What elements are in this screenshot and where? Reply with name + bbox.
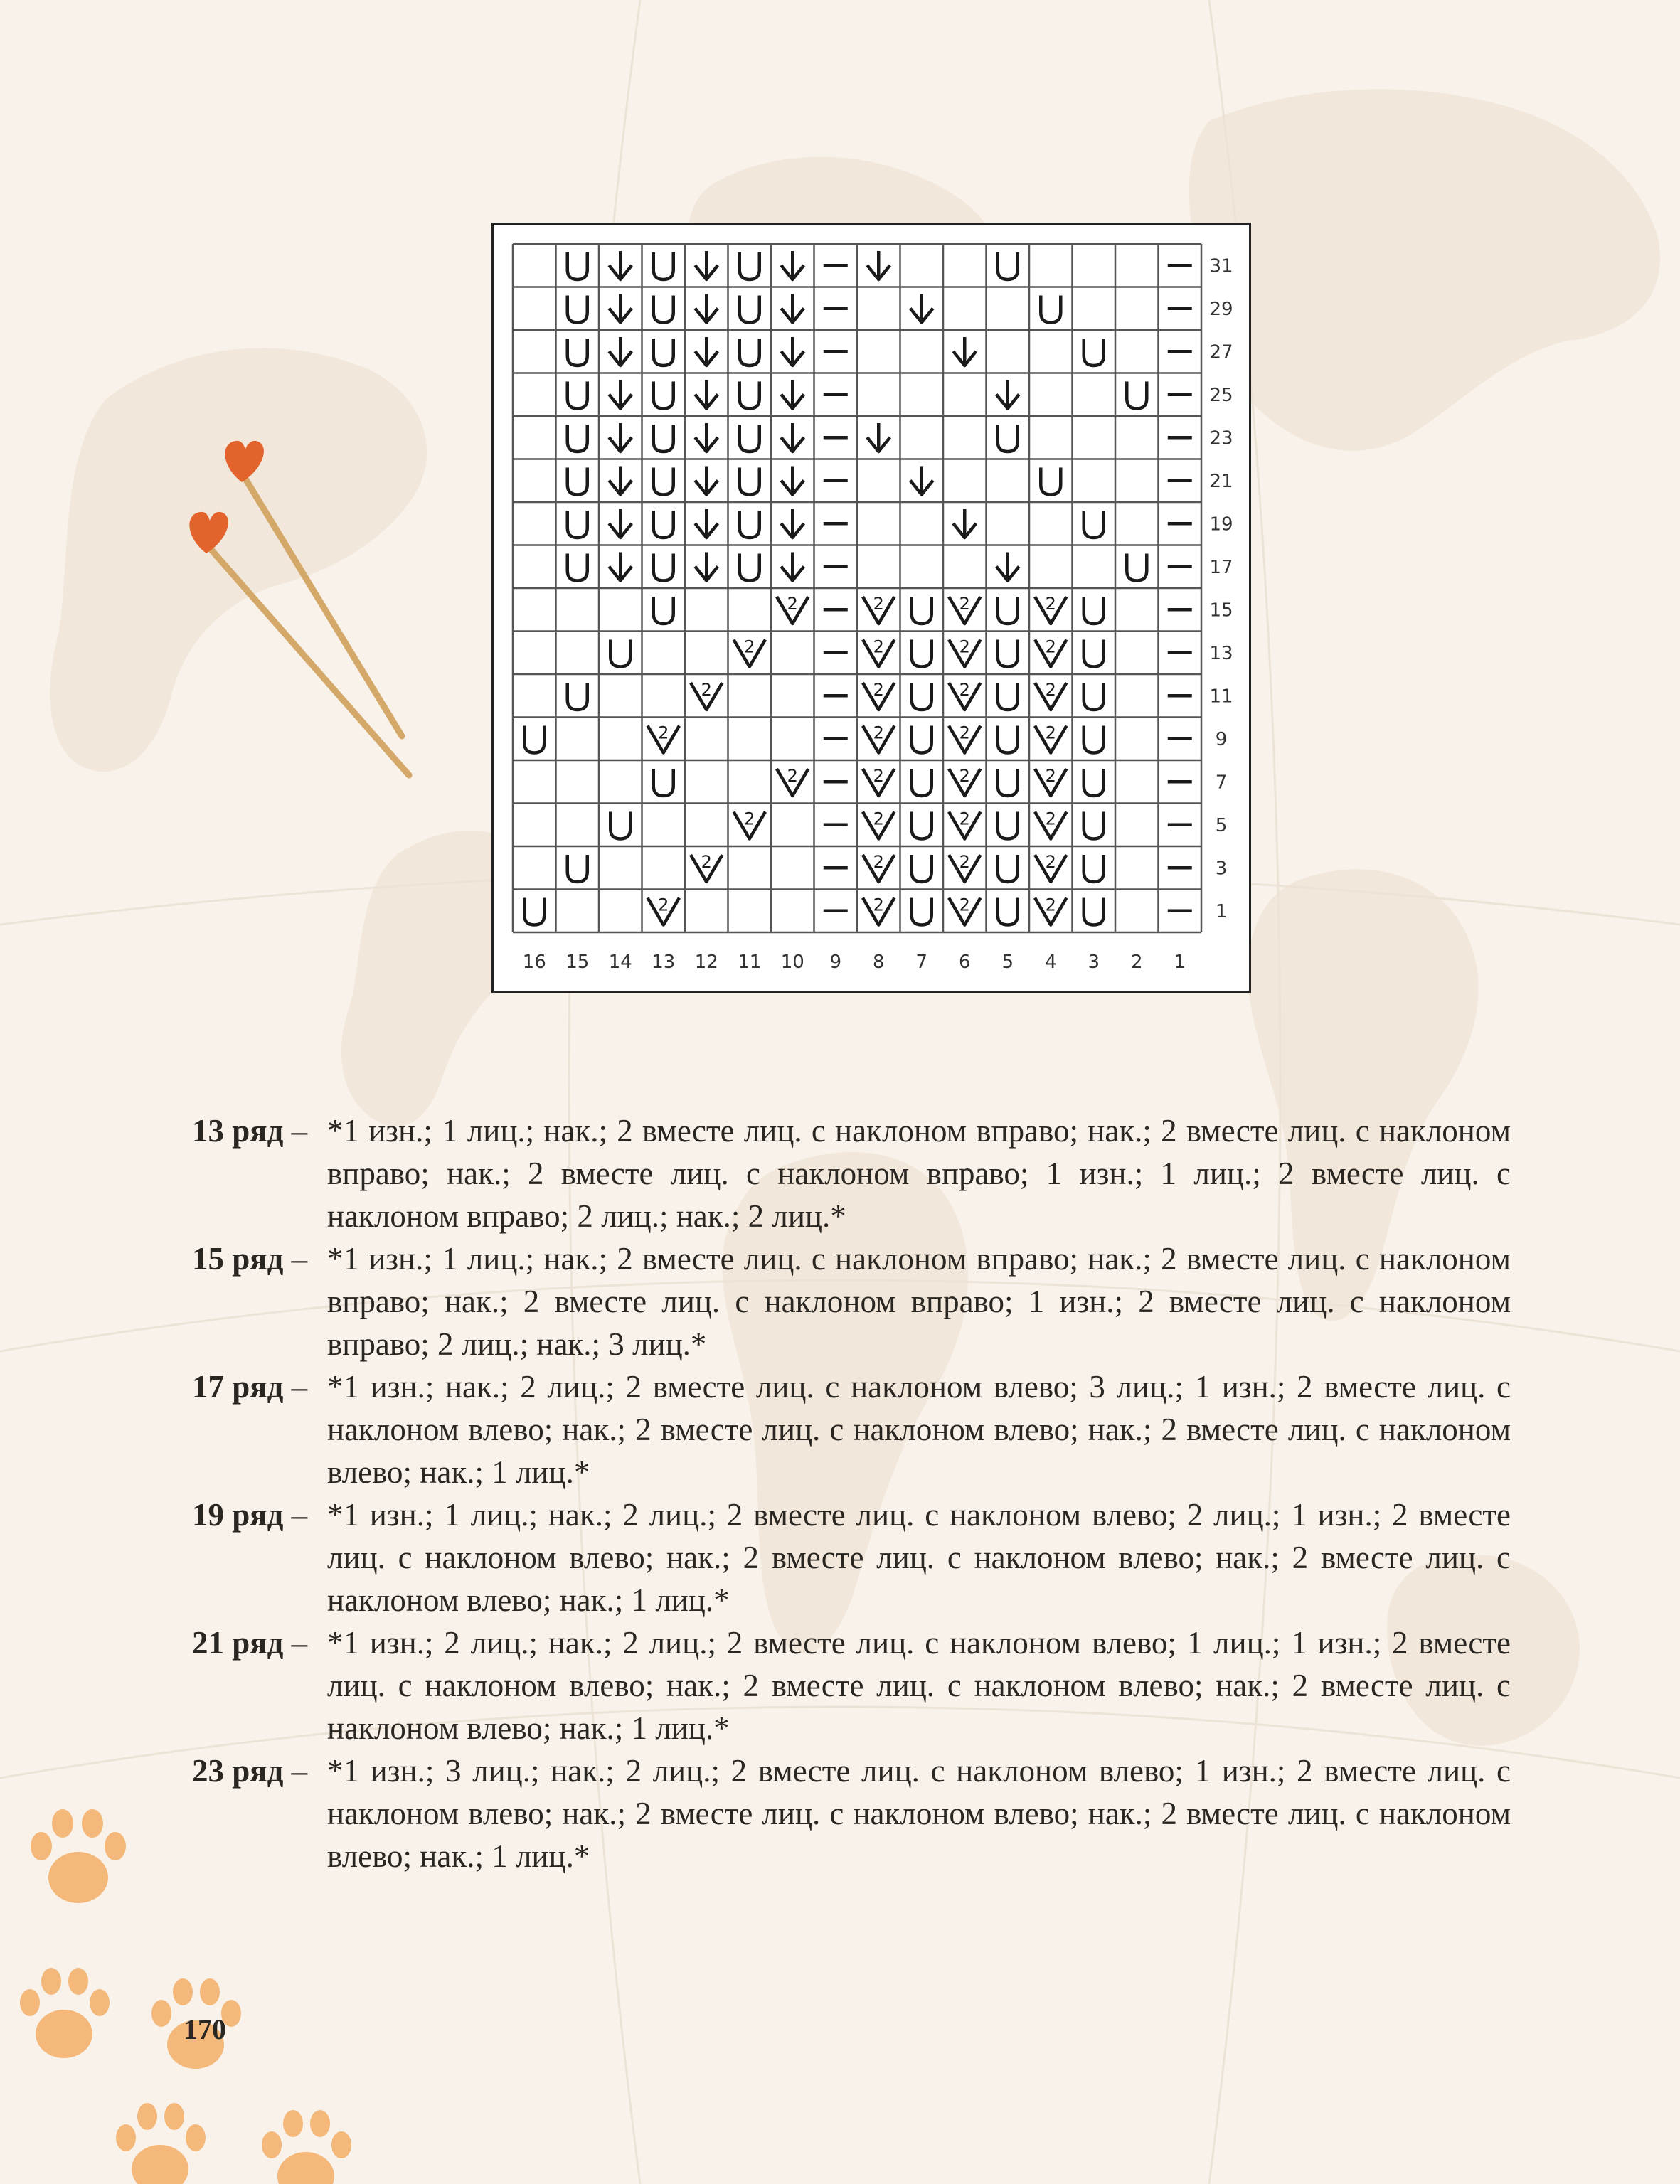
chart-symbol-k2tog-left	[609, 337, 632, 366]
row-text: *1 изн.; 1 лиц.; нак.; 2 вместе лиц. с наклоном вправо; нак.; 2 вместе лиц. с наклоном вправо; нак.; 2 вместе лиц. с наклоном вправо; 1 изн.; 2 вместе лиц. с наклоном вправо; 2 лиц.; нак.; 3 лиц.*	[327, 1241, 1511, 1362]
chart-symbol-yarn-over	[740, 425, 760, 452]
chart-symbol-k2tog-left	[996, 553, 1019, 581]
chart-symbol-yarn-over	[912, 726, 932, 753]
chart-symbol-yarn-over	[654, 339, 674, 366]
chart-symbol-k2tog-left	[609, 294, 632, 323]
chart-symbol-yarn-over	[524, 898, 544, 925]
chart-symbol-yarn-over	[1084, 855, 1104, 882]
chart-symbol-number: 2	[873, 636, 884, 657]
chart-symbol-yarn-over	[912, 640, 932, 667]
chart-symbol-yarn-over	[740, 511, 760, 538]
chart-symbol-k2tog-left	[910, 467, 933, 495]
chart-symbol-k2tog-left	[910, 294, 933, 323]
chart-row-number: 17	[1209, 556, 1233, 578]
row-label-text: 21 ряд	[192, 1625, 284, 1661]
chart-symbol-k2tog-left	[609, 553, 632, 581]
chart-symbol-k2tog-left	[695, 337, 718, 366]
chart-row-number: 7	[1215, 772, 1228, 794]
chart-column-number: 10	[780, 952, 804, 973]
chart-column-number: 16	[522, 952, 546, 973]
chart-symbol-number: 2	[1045, 852, 1056, 872]
chart-row-number: 29	[1209, 298, 1233, 320]
chart-column-number: 5	[1001, 952, 1014, 973]
chart-symbol-yarn-over	[998, 769, 1018, 796]
chart-symbol-number: 2	[873, 594, 884, 614]
row-label	[192, 1621, 307, 1664]
row-label-dash: –	[283, 1369, 308, 1405]
chart-symbol-k2tog-left	[609, 251, 632, 279]
chart-symbol-k2tog-left	[953, 509, 976, 538]
chart-symbol-k2tog-left	[609, 467, 632, 495]
row-label-text: 23 ряд	[192, 1753, 284, 1789]
chart-symbol-k2tog-left	[695, 423, 718, 452]
chart-symbol-number: 2	[873, 766, 884, 786]
chart-column-number: 4	[1044, 952, 1057, 973]
chart-row-number: 21	[1209, 470, 1233, 492]
chart-symbol-yarn-over	[568, 511, 588, 538]
chart-symbol-yarn-over	[568, 468, 588, 495]
chart-symbol-k2tog-left	[781, 337, 804, 366]
chart-row-number: 27	[1209, 341, 1233, 363]
chart-row-number: 11	[1209, 686, 1233, 708]
chart-symbol-k2tog-left	[996, 380, 1019, 409]
chart-symbol-yarn-over	[654, 296, 674, 323]
row-label-dash: –	[283, 1241, 308, 1277]
chart-symbol-number: 2	[744, 809, 755, 829]
chart-symbol-yarn-over	[740, 339, 760, 366]
row-label-text: 15 ряд	[192, 1241, 284, 1277]
chart-symbol-yarn-over	[998, 597, 1018, 624]
chart-symbol-yarn-over	[912, 769, 932, 796]
chart-symbol-number: 2	[873, 895, 884, 915]
chart-symbol-yarn-over	[740, 382, 760, 409]
chart-column-number: 7	[915, 952, 928, 973]
chart-symbol-k2tog-left	[781, 423, 804, 452]
chart-row-number: 1	[1215, 900, 1228, 922]
row-label-dash: –	[283, 1625, 308, 1661]
chart-symbol-yarn-over	[568, 382, 588, 409]
chart-row-number: 25	[1209, 384, 1233, 406]
chart-row-number: 5	[1215, 814, 1228, 836]
row-instruction	[192, 1237, 1511, 1365]
chart-symbol-number: 2	[701, 680, 712, 700]
row-instruction	[192, 1365, 1511, 1493]
chart-symbol-yarn-over	[568, 425, 588, 452]
chart-symbol-yarn-over	[912, 597, 932, 624]
chart-symbol-k2tog-left	[781, 509, 804, 538]
chart-symbol-number: 2	[1045, 723, 1056, 743]
chart-symbol-number: 2	[959, 723, 970, 743]
page-number: 170	[184, 2013, 226, 2045]
row-instruction	[192, 1493, 1511, 1621]
row-label	[192, 1493, 307, 1536]
chart-symbol-yarn-over	[654, 425, 674, 452]
chart-symbol-yarn-over	[740, 252, 760, 279]
chart-symbol-yarn-over	[998, 252, 1018, 279]
chart-symbol-number: 2	[873, 809, 884, 829]
chart-row-number: 3	[1215, 858, 1228, 880]
row-instruction	[192, 1621, 1511, 1749]
chart-column-number: 15	[565, 952, 590, 973]
chart-symbol-number: 2	[959, 852, 970, 872]
chart-row-number: 19	[1209, 513, 1233, 536]
chart-symbol-number: 2	[1045, 636, 1056, 657]
row-text: *1 изн.; 3 лиц.; нак.; 2 лиц.; 2 вместе лиц. с наклоном влево; 1 изн.; 2 вместе лиц. с наклоном влево; нак.; 2 вместе лиц. с наклоном влево; нак.; 2 вместе лиц. с наклоном влево; нак.; 1 лиц.*	[327, 1753, 1511, 1874]
chart-symbol-yarn-over	[654, 769, 674, 796]
chart-symbol-k2tog-left	[953, 337, 976, 366]
chart-symbol-k2tog-left	[695, 294, 718, 323]
chart-symbol-yarn-over	[610, 812, 630, 839]
chart-symbol-number: 2	[959, 895, 970, 915]
row-text: *1 изн.; нак.; 2 лиц.; 2 вместе лиц. с наклоном влево; 3 лиц.; 1 изн.; 2 вместе лиц. с наклоном влево; нак.; 2 вместе лиц. с наклоном влево; нак.; 2 вместе лиц. с наклоном влево; нак.; 1 лиц.*	[327, 1369, 1511, 1490]
row-label	[192, 1749, 307, 1792]
chart-column-number: 2	[1130, 952, 1143, 973]
chart-symbol-yarn-over	[654, 382, 674, 409]
chart-symbol-k2tog-left	[781, 467, 804, 495]
chart-symbol-k2tog-left	[781, 380, 804, 409]
chart-symbol-k2tog-left	[695, 553, 718, 581]
row-label	[192, 1109, 307, 1152]
chart-symbol-number: 2	[1045, 594, 1056, 614]
chart-symbol-k2tog-left	[609, 380, 632, 409]
row-label	[192, 1365, 307, 1408]
knitting-needles-illustration	[171, 427, 427, 797]
chart-column-number: 14	[608, 952, 632, 973]
chart-symbol-yarn-over	[1084, 597, 1104, 624]
chart-symbol-yarn-over	[998, 726, 1018, 753]
chart-symbol-yarn-over	[654, 468, 674, 495]
chart-symbol-yarn-over	[654, 252, 674, 279]
chart-symbol-yarn-over	[1084, 511, 1104, 538]
chart-symbol-yarn-over	[1084, 683, 1104, 710]
chart-symbol-number: 2	[787, 766, 798, 786]
chart-symbol-yarn-over	[998, 425, 1018, 452]
chart-symbol-k2tog-left	[695, 380, 718, 409]
chart-row-number: 9	[1215, 728, 1228, 750]
chart-symbol-yarn-over	[998, 855, 1018, 882]
chart-row-number: 15	[1209, 600, 1233, 622]
chart-row-number: 31	[1209, 255, 1233, 277]
row-label-text: 17 ряд	[192, 1369, 284, 1405]
chart-symbol-yarn-over	[912, 683, 932, 710]
row-label-dash: –	[283, 1753, 308, 1789]
row-text: *1 изн.; 1 лиц.; нак.; 2 вместе лиц. с наклоном вправо; нак.; 2 вместе лиц. с наклоном вправо; нак.; 2 вместе лиц. с наклоном вправо; 1 изн.; 1 лиц.; 2 вместе лиц. с наклоном вправо; 2 лиц.; нак.; 2 лиц.*	[327, 1113, 1511, 1234]
chart-symbol-yarn-over	[1084, 769, 1104, 796]
row-label-text: 13 ряд	[192, 1113, 284, 1149]
chart-symbol-yarn-over	[1084, 726, 1104, 753]
knitting-chart	[491, 223, 1251, 993]
chart-symbol-yarn-over	[740, 468, 760, 495]
chart-symbol-number: 2	[959, 809, 970, 829]
chart-column-number: 6	[958, 952, 971, 973]
chart-symbol-yarn-over	[568, 252, 588, 279]
chart-symbol-number: 2	[959, 680, 970, 700]
chart-column-number: 11	[738, 952, 762, 973]
chart-symbol-number: 2	[1045, 766, 1056, 786]
chart-symbol-k2tog-left	[695, 467, 718, 495]
chart-column-number: 1	[1174, 952, 1186, 973]
chart-symbol-yarn-over	[998, 683, 1018, 710]
chart-symbol-yarn-over	[740, 554, 760, 581]
chart-symbol-k2tog-left	[609, 509, 632, 538]
chart-symbol-k2tog-left	[695, 251, 718, 279]
chart-symbol-number: 2	[744, 636, 755, 657]
chart-symbol-yarn-over	[524, 726, 544, 753]
chart-symbol-yarn-over	[654, 597, 674, 624]
chart-symbol-yarn-over	[1084, 812, 1104, 839]
chart-symbol-k2tog-left	[781, 251, 804, 279]
chart-symbol-yarn-over	[912, 812, 932, 839]
chart-symbol-number: 2	[658, 895, 669, 915]
chart-symbol-k2tog-left	[867, 251, 890, 279]
chart-symbol-yarn-over	[998, 898, 1018, 925]
row-text: *1 изн.; 1 лиц.; нак.; 2 лиц.; 2 вместе лиц. с наклоном влево; 2 лиц.; 1 изн.; 2 вместе лиц. с наклоном влево; нак.; 2 вместе лиц. с наклоном влево; нак.; 2 вместе лиц. с наклоном влево; нак.; 1 лиц.*	[327, 1497, 1511, 1618]
chart-symbol-yarn-over	[1041, 468, 1060, 495]
row-label-dash: –	[283, 1113, 308, 1149]
chart-symbol-yarn-over	[610, 640, 630, 667]
chart-symbol-number: 2	[959, 766, 970, 786]
row-label-dash: –	[283, 1497, 308, 1533]
row-label	[192, 1237, 307, 1280]
knitting-chart-svg	[494, 225, 1249, 991]
chart-symbol-number: 2	[658, 723, 669, 743]
chart-column-number: 12	[694, 952, 718, 973]
chart-symbol-number: 2	[873, 852, 884, 872]
chart-row-number: 23	[1209, 427, 1233, 449]
chart-column-number: 13	[652, 952, 676, 973]
chart-symbol-yarn-over	[1041, 296, 1060, 323]
chart-symbol-yarn-over	[568, 554, 588, 581]
chart-symbol-number: 2	[1045, 809, 1056, 829]
chart-column-number: 8	[872, 952, 885, 973]
chart-column-number: 9	[829, 952, 842, 973]
row-instructions	[192, 1109, 1511, 1877]
chart-symbol-yarn-over	[568, 683, 588, 710]
chart-symbol-yarn-over	[654, 554, 674, 581]
chart-symbol-number: 2	[701, 852, 712, 872]
chart-symbol-yarn-over	[912, 898, 932, 925]
chart-symbol-yarn-over	[568, 296, 588, 323]
chart-symbol-yarn-over	[654, 511, 674, 538]
chart-symbol-number: 2	[787, 594, 798, 614]
chart-column-number: 3	[1088, 952, 1100, 973]
chart-symbol-yarn-over	[1127, 382, 1147, 409]
chart-symbol-yarn-over	[1084, 339, 1104, 366]
chart-symbol-yarn-over	[998, 812, 1018, 839]
row-instruction	[192, 1749, 1511, 1877]
chart-symbol-number: 2	[959, 594, 970, 614]
chart-symbol-yarn-over	[740, 296, 760, 323]
row-label-text: 19 ряд	[192, 1497, 284, 1533]
chart-symbol-yarn-over	[568, 339, 588, 366]
chart-symbol-yarn-over	[1084, 898, 1104, 925]
chart-row-number: 13	[1209, 642, 1233, 664]
chart-symbol-number: 2	[873, 680, 884, 700]
row-text: *1 изн.; 2 лиц.; нак.; 2 лиц.; 2 вместе лиц. с наклоном влево; 1 лиц.; 1 изн.; 2 вместе лиц. с наклоном влево; нак.; 2 вместе лиц. с наклоном влево; нак.; 2 вместе лиц. с наклоном влево; нак.; 1 лиц.*	[327, 1625, 1511, 1746]
chart-symbol-number: 2	[959, 636, 970, 657]
chart-symbol-yarn-over	[568, 855, 588, 882]
chart-symbol-k2tog-left	[867, 423, 890, 452]
chart-symbol-number: 2	[1045, 680, 1056, 700]
row-instruction	[192, 1109, 1511, 1237]
chart-symbol-k2tog-left	[609, 423, 632, 452]
chart-symbol-yarn-over	[1127, 554, 1147, 581]
chart-symbol-k2tog-left	[781, 294, 804, 323]
chart-symbol-yarn-over	[912, 855, 932, 882]
chart-symbol-k2tog-left	[781, 553, 804, 581]
chart-symbol-yarn-over	[1084, 640, 1104, 667]
chart-symbol-yarn-over	[998, 640, 1018, 667]
chart-symbol-k2tog-left	[695, 509, 718, 538]
chart-symbol-number: 2	[873, 723, 884, 743]
chart-symbol-number: 2	[1045, 895, 1056, 915]
